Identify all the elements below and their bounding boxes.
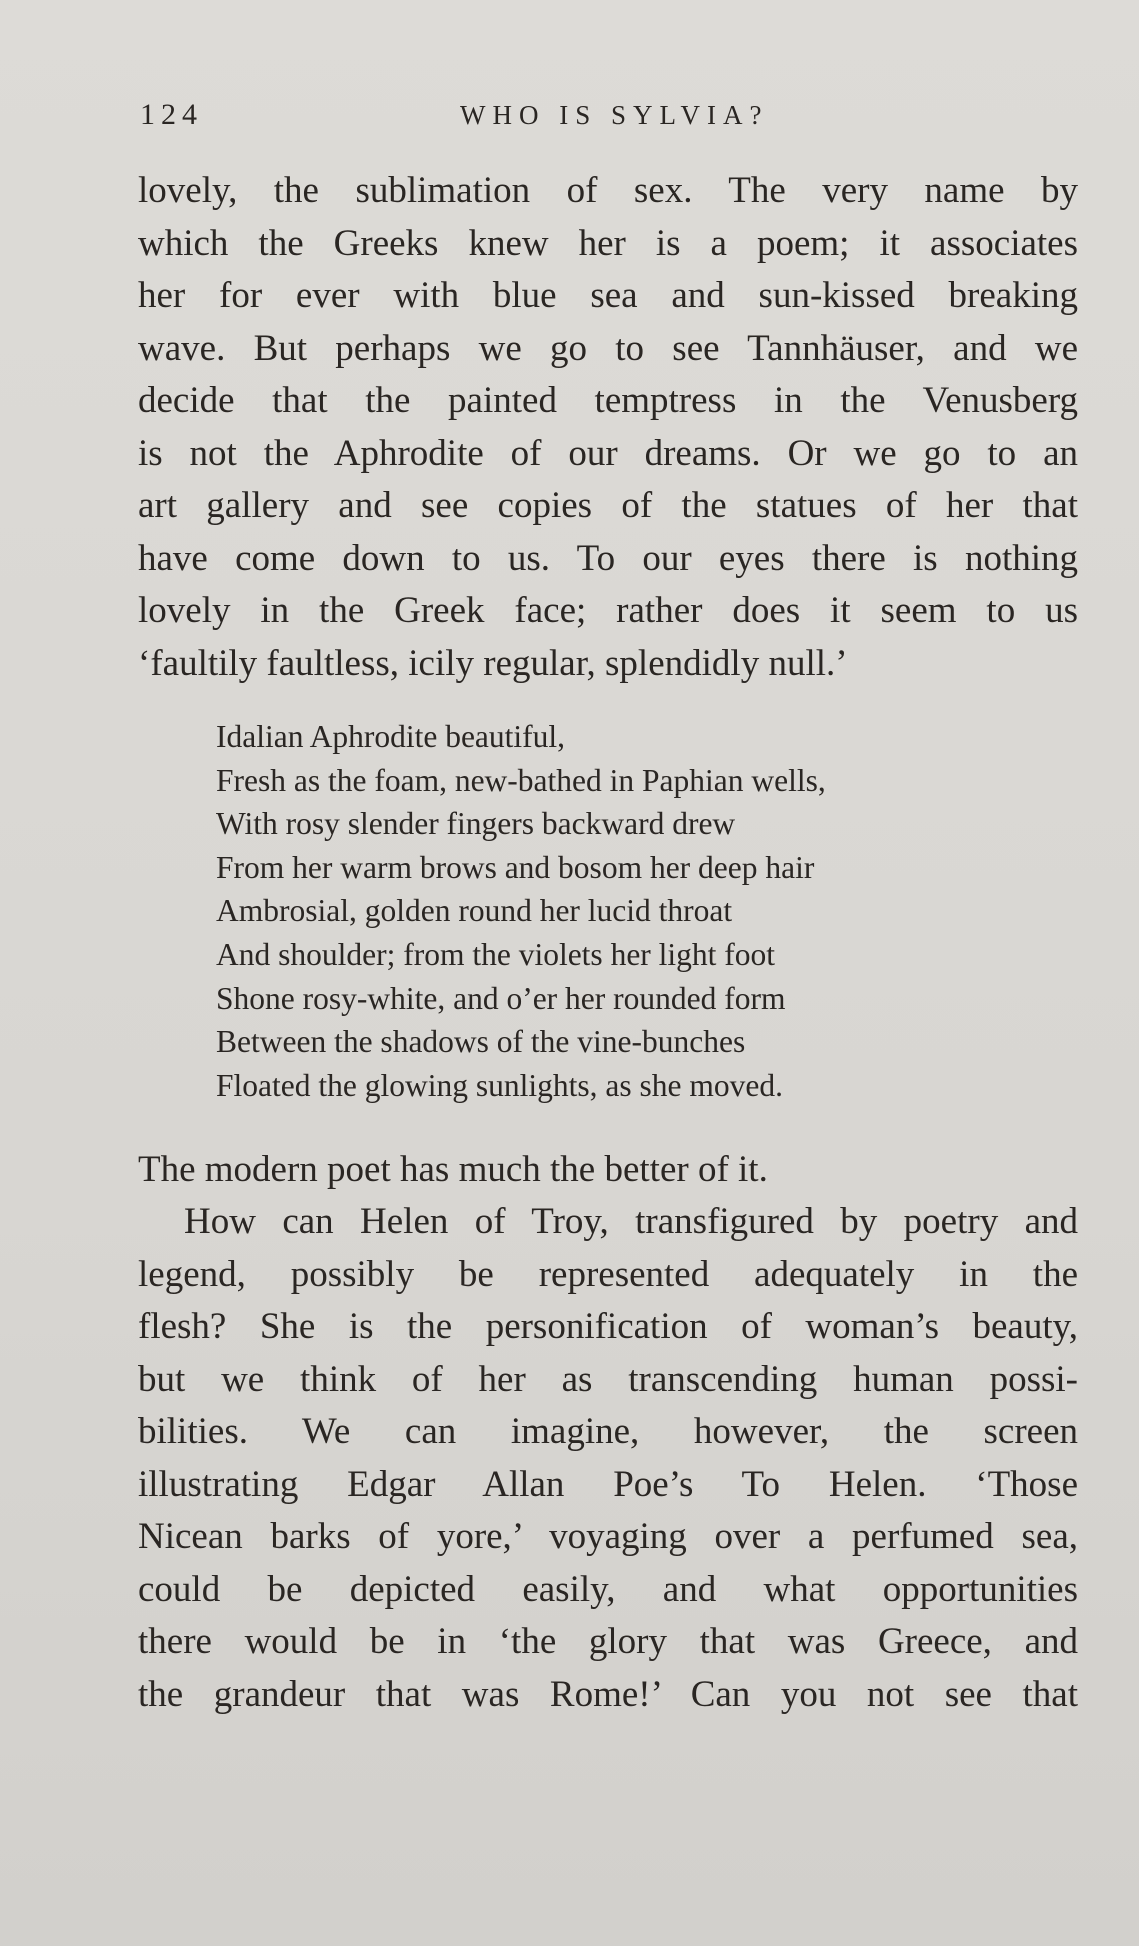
verse-line: Shone rosy-white, and o’er her rounded form xyxy=(216,980,786,1016)
text-line: could be depicted easily, and what opportunities xyxy=(138,1568,1078,1610)
text-line: her for ever with blue sea and sun-kissed breaking xyxy=(138,275,1078,316)
text-line: illustrating Edgar Allan Poe’s To Helen. ‘Those xyxy=(138,1463,1078,1505)
verse-quotation xyxy=(216,715,826,1107)
text-line: but we think of her as transcending human possi- xyxy=(138,1358,1078,1400)
text-line: decide that the painted temptress in the Venusberg xyxy=(138,380,1078,421)
text-line: bilities. We can imagine, however, the screen xyxy=(138,1411,1078,1452)
text-line: wave. But perhaps we go to see Tannhäuser, and we xyxy=(138,327,1078,369)
text-line: have come down to us. To our eyes there is nothing xyxy=(138,537,1078,579)
text-line: the grandeur that was Rome!’ Can you not see that xyxy=(138,1673,1078,1715)
running-title: WHO IS SYLVIA? xyxy=(460,100,769,130)
text-line: there would be in ‘the glory that was Greece, and xyxy=(138,1621,1078,1662)
verse-line: Floated the glowing sunlights, as she moved. xyxy=(216,1067,783,1103)
paragraph-1 xyxy=(138,165,1078,690)
text-line: Nicean barks of yore,’ voyaging over a perfumed sea, xyxy=(138,1516,1078,1557)
text-line: How can Helen of Troy, transfigured by poetry and xyxy=(184,1201,1078,1242)
verse-line: Ambrosial, golden round her lucid throat xyxy=(216,893,733,929)
running-head xyxy=(140,98,1080,138)
verse-line: With rosy slender fingers backward drew xyxy=(216,806,736,842)
paragraph-2 xyxy=(138,1144,1078,1197)
verse-line: From her warm brows and bosom her deep hair xyxy=(216,849,815,885)
text-line: which the Greeks knew her is a poem; it associates xyxy=(138,222,1078,264)
verse-line: Between the shadows of the vine-bunches xyxy=(216,1024,746,1060)
verse-line: Idalian Aphrodite beautiful, xyxy=(216,719,566,754)
text-line: is not the Aphrodite of our dreams. Or we go to an xyxy=(138,432,1078,474)
text-line: lovely, the sublimation of sex. The very name by xyxy=(138,170,1078,211)
text-line: legend, possibly be represented adequately in the xyxy=(138,1253,1078,1295)
text-line: art gallery and see copies of the statues of her that xyxy=(138,485,1078,526)
text-line: The modern poet has much the better of it. xyxy=(138,1149,768,1190)
text-line: ‘faultily faultless, icily regular, splendidly null.’ xyxy=(138,642,848,684)
text-line: lovely in the Greek face; rather does it seem to us xyxy=(138,590,1078,631)
page-number: 124 xyxy=(140,98,203,131)
verse-line: And shoulder; from the violets her light foot xyxy=(216,936,776,972)
verse-line: Fresh as the foam, new-bathed in Paphian wells, xyxy=(216,762,826,798)
paragraph-3 xyxy=(138,1196,1078,1721)
text-line: flesh? She is the personification of woman’s beauty, xyxy=(138,1306,1078,1347)
